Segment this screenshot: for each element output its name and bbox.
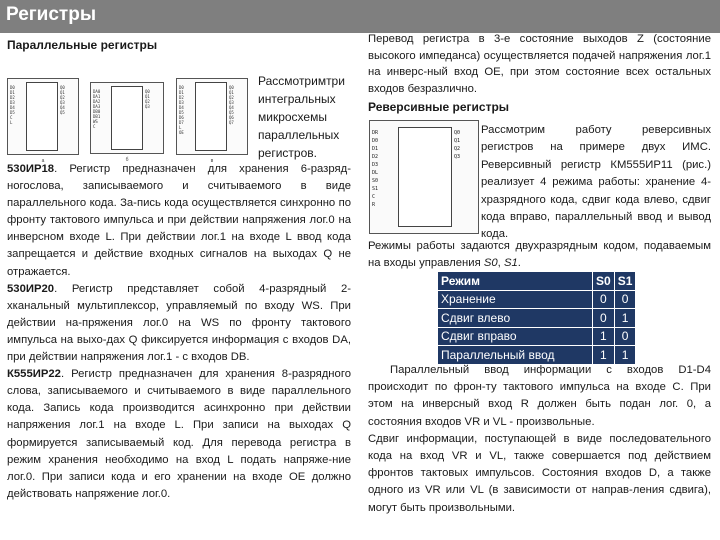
mode-s1: 1 — [614, 309, 636, 328]
chip-c-left-pins: D0 D1 D2 D3 D4 D5 D6 D7 L OE — [179, 85, 184, 135]
mode-s1: 0 — [614, 290, 636, 309]
paragraph-k555ir22 — [7, 366, 351, 503]
mode-s0: 0 — [593, 290, 615, 309]
modes-end: . — [517, 257, 521, 270]
paragraph-530ir20-body: . Регистр представляет собой 4-разрядный 2-хканальный мультиплексор, управляемый по входу WS. При действии на-пряжения лог.0 на WS по фронту тактового импульса на выхо-дах Q фиксируется информация с входов DA, при действии напряжения лог.1 - с входов DB. — [7, 282, 351, 364]
mode-name: Хранение — [438, 290, 593, 309]
header-s0: S0 — [593, 272, 615, 291]
mode-s0: 1 — [593, 327, 615, 346]
reversible-description: Рассмотрим работу реверсивных регистров на примере двух ИМС. Реверсивный регистр КМ555ИР11 (рис.) реализует 4 режима работы: хранение 4-хразрядного кода, сдвиг кода влево, сдвиг кода вправо, параллельный ввод и вывод кода. — [481, 124, 711, 241]
slide-title: Регистры — [6, 4, 97, 25]
modes-intro-text: Режимы работы задаются двухразрядным кодом, подаваемым на входы управления — [368, 240, 711, 270]
mode-name: Параллельный ввод — [438, 346, 593, 365]
modes-s0: S0 — [483, 257, 498, 270]
mode-name: Сдвиг влево — [438, 309, 593, 328]
chip-figure-a — [7, 78, 79, 164]
chip-b-label: б — [125, 157, 129, 163]
chip-a-left-pins: D0 D1 D2 D3 D4 D5 C L — [10, 85, 15, 125]
chip-b-right-pins: Q0 Q1 Q2 Q3 — [145, 89, 150, 109]
chip-c-label: в — [210, 158, 214, 164]
modes-intro — [368, 238, 711, 272]
modes-s1: S1 — [503, 257, 518, 270]
section-subtitle: Параллельные регистры — [7, 38, 158, 52]
mode-s1: 1 — [614, 346, 636, 365]
left-column-text — [7, 161, 351, 503]
chip-a-label: а — [41, 158, 45, 164]
side-note: Рассмотримтри интегральных микросхемы параллельных регистров. — [258, 74, 345, 160]
paragraph-k555ir22-body: . Регистр предназначен для хранения 8-разрядного слова, записываемого и считываемого в виде параллельного кода. Запись кода производится асинхронно при действии напряжения лог.1 на входе L. При записи на выходах Q формируется записываемый код. Для перевода регистра в режим хранения необходимо на вход L подать напряже-ние лог.0. При записи кода и его хранении на входе OE должно действовать напряжение лог.0. — [7, 368, 351, 500]
tristate-paragraph: Перевод регистра в 3-е состояние выходов Z (состояние высокого импеданса) осуществляется подачей напряжения лог.1 на инверс-ный вход OE, при этом состояние всех остальных входов безразлично. — [368, 33, 711, 95]
reversible-heading: Реверсивные регистры — [368, 100, 510, 114]
fig-left-pins: DR D0 D1 D2 D3 DL S0 S1 C R — [372, 130, 379, 208]
paragraph-530ir18-body: . Регистр предназначен для хранения 6-разряд-ногослова, записываемого и считываемого в виде параллельного кода. За-пись кода осуществляется синхронно по фронту тактового импульса и при действии напряжения лог.0 на инверсном входе L. При действии лог.1 на входе L ввод кода запрещается и действие входных сигналов на выходах Q не отражается. — [7, 163, 351, 278]
shift-paragraph: Сдвиг информации, поступающей в виде последовательного кода на вход VR и VL, также совершается под действием фронтов тактовых импульсов. Состояния входов D, а также одного из VR или VL (в зависимости от направ-ления сдвига), могут быть произвольными. — [368, 432, 711, 514]
modes-table — [437, 271, 636, 365]
table-row — [438, 327, 636, 346]
header-mode: Режим — [438, 272, 593, 291]
paragraph-530ir18 — [7, 161, 351, 281]
chip-name-530ir20: 530ИР20 — [7, 282, 55, 295]
mode-name: Сдвиг вправо — [438, 327, 593, 346]
chip-a-right-pins: Q0 Q1 Q2 Q3 Q4 Q5 — [60, 85, 65, 115]
slide-title-bar — [0, 0, 720, 33]
mode-s0: 0 — [593, 309, 615, 328]
right-column-bottom — [368, 362, 711, 517]
modes-sep: , — [497, 257, 504, 270]
mode-s1: 0 — [614, 327, 636, 346]
table-row — [438, 290, 636, 309]
modes-table-header — [438, 272, 636, 291]
chip-c-right-pins: Q0 Q1 Q2 Q3 Q4 Q5 Q6 Q7 — [229, 85, 234, 125]
right-column-intro — [368, 31, 711, 116]
header-s1: S1 — [614, 272, 636, 291]
chip-figure-c — [176, 78, 248, 164]
table-row — [438, 309, 636, 328]
chip-name-k555ir22: К555ИР22 — [7, 368, 61, 381]
chip-name-530ir18: 530ИР18 — [7, 163, 55, 175]
reversible-register-figure — [369, 120, 479, 234]
parallel-input-paragraph: Параллельный ввод информации с входов D1-D4 происходит по фрон-ту тактового импульса на входе C. При этом на инверсный вход R должен быть подан лог. 0, а состояния входов VR и VL - произвольные. — [368, 364, 711, 428]
mode-s0: 1 — [593, 346, 615, 365]
chip-b-left-pins: DA0 DA1 DA2 DA3 DB0 DB1 WS C — [93, 89, 101, 129]
fig-right-pins: Q0 Q1 Q2 Q3 — [454, 130, 461, 160]
paragraph-530ir20 — [7, 281, 351, 366]
chip-figure-b — [90, 82, 164, 163]
